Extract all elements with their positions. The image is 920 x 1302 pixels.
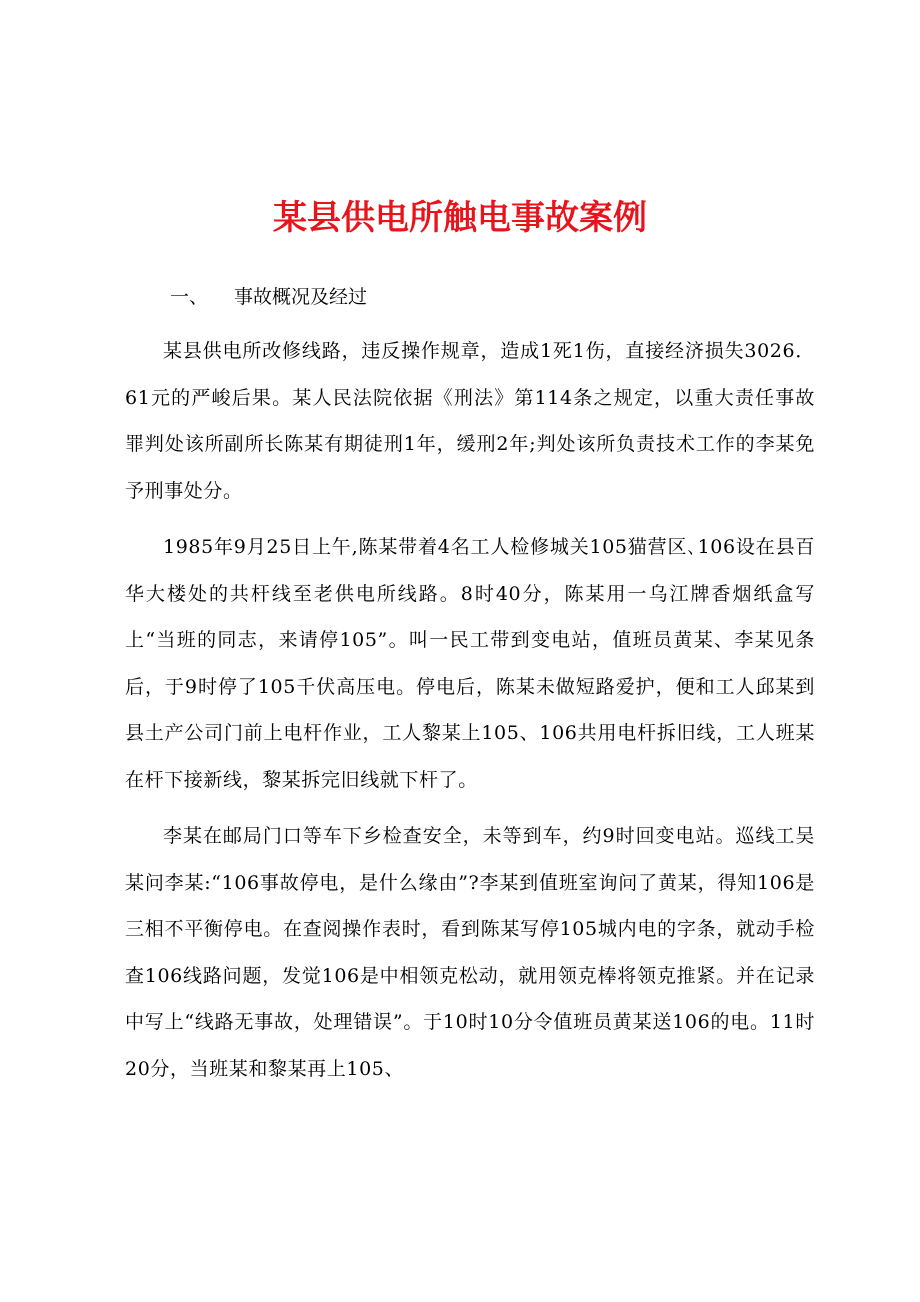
document-title: 某县供电所触电事故案例: [273, 198, 647, 238]
section-heading: [170, 283, 367, 311]
document-body: [125, 328, 815, 1102]
paragraph: 某县供电所改修线路，违反操作规章，造成1死1伤，直接经济损失3026．61元的严峻后果。某人民法院依据《刑法》第114条之规定，以重大责任事故罪判处该所副所长陈某有期徒刑1年，缓刑2年;判处该所负责技术工作的李某免予刑事处分。: [125, 340, 815, 502]
section-number: 一、: [170, 286, 209, 308]
paragraph: 李某在邮局门口等车下乡检查安全，未等到车，约9时回变电站。巡线工吴某问李某:“106事故停电，是什么缘由”?李某到值班室询问了黄某，得知106是三相不平衡停电。在查阅操作表时，看到陈某写停105城内电的字条，就动手检查106线路问题，发觉106是中相领克松动，就用领克棒将领克推紧。并在记录中写上“线路无事故，处理错误”。于10时10分令值班员黄某送106的电。11时20分，当班某和黎某再上105、: [125, 825, 815, 1080]
paragraph: 1985年9月25日上午,陈某带着4名工人检修城关105猫营区､106设在县百华大楼处的共杆线至老供电所线路。8时40分，陈某用一乌江牌香烟纸盒写上“当班的同志，来请停105”。叫一民工带到变电站，值班员黄某、李某见条后，于9时停了105千伏高压电。停电后，陈某未做短路爱护，便和工人邱某到县土产公司门前上电杆作业，工人黎某上105、106共用电杆拆旧线，工人班某在杆下接新线，黎某拆完旧线就下杆了。: [125, 536, 815, 791]
section-heading-text: 事故概况及经过: [234, 286, 368, 308]
